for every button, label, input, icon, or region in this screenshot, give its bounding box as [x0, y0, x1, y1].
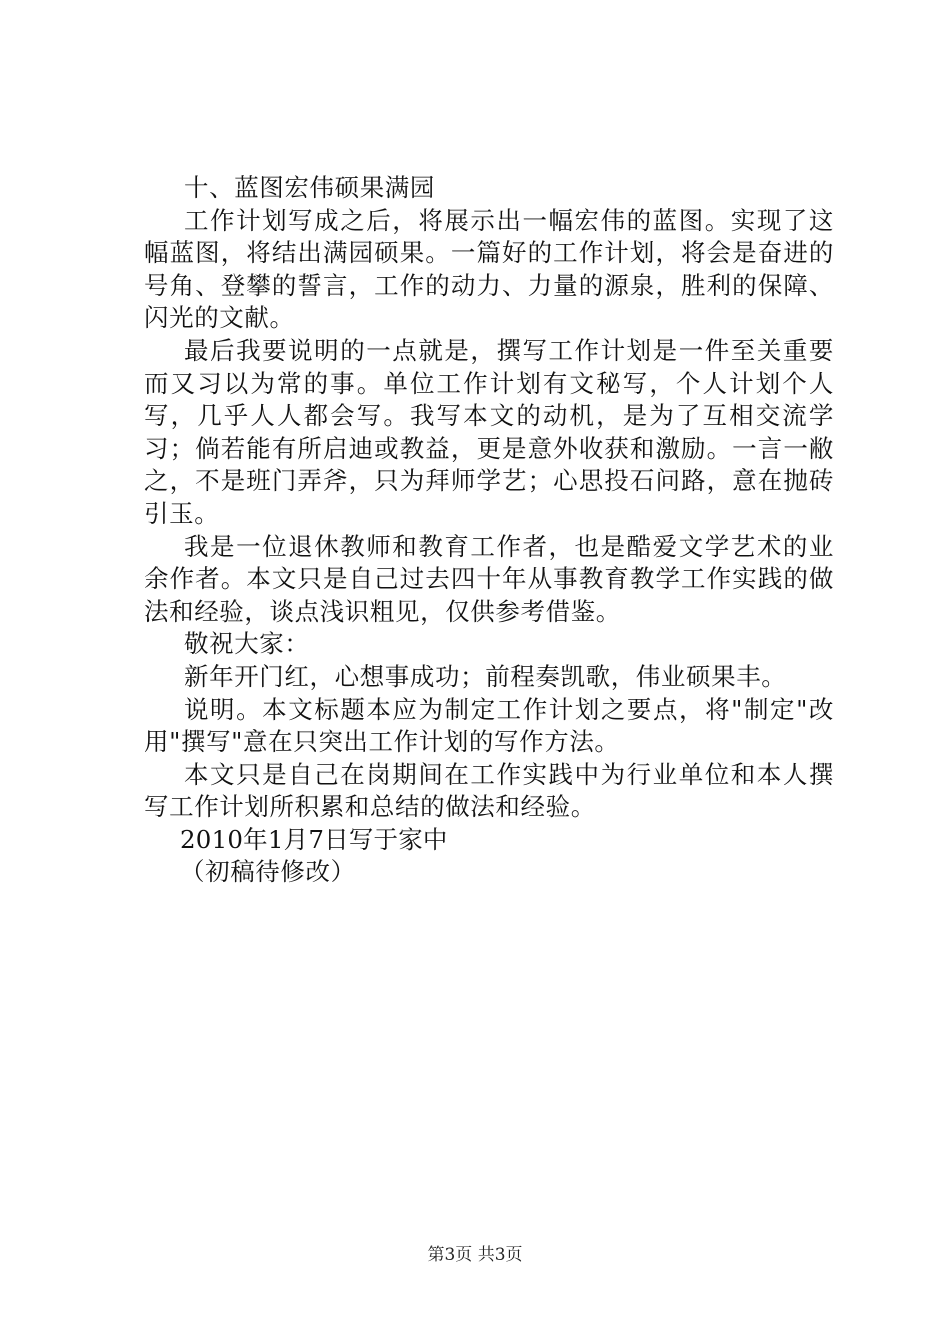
paragraph-summary: 本文只是自己在岗期间在工作实践中为行业单位和本人撰写工作计划所积累和总结的做法和经验。 [144, 759, 834, 822]
page-number-footer: 第3页 共3页 [427, 1245, 523, 1265]
draft-note: （初稿待修改） [180, 857, 356, 887]
document-body [144, 172, 834, 889]
paragraph-title-explanation: 说明。本文标题本应为制定工作计划之要点，将"制定"改用"撰写"意在只突出工作计划的写作方法。 [144, 694, 834, 757]
section-heading: 十、蓝图宏伟硕果满园 [184, 173, 435, 202]
paragraph-greeting: 敬祝大家： [184, 629, 310, 659]
paragraph-author-intro: 我是一位退休教师和教育工作者，也是酷爱文学艺术的业余作者。本文只是自己过去四十年从事教育教学工作实践的做法和经验，谈点浅识粗见，仅供参考借鉴。 [144, 531, 834, 626]
paragraph-wishes: 新年开门红，心想事成功；前程奏凯歌，伟业硕果丰。 [184, 661, 787, 691]
date-line: 2010年1月7日写于家中 [180, 824, 448, 854]
paragraph-closing-note: 最后我要说明的一点就是，撰写工作计划是一件至关重要而又习以为常的事。单位工作计划有文秘写，个人计划个人写，几乎人人都会写。我写本文的动机，是为了互相交流学习；倘若能有所启迪或教益，更是意外收获和激励。一言一敝之，不是班门弄斧，只为拜师学艺；心思投石问路，意在抛砖引玉。 [144, 335, 834, 528]
paragraph-blueprint: 工作计划写成之后，将展示出一幅宏伟的蓝图。实现了这幅蓝图，将结出满园硕果。一篇好的工作计划，将会是奋进的号角、登攀的誓言，工作的动力、力量的源泉，胜利的保障、闪光的文献。 [144, 205, 834, 333]
